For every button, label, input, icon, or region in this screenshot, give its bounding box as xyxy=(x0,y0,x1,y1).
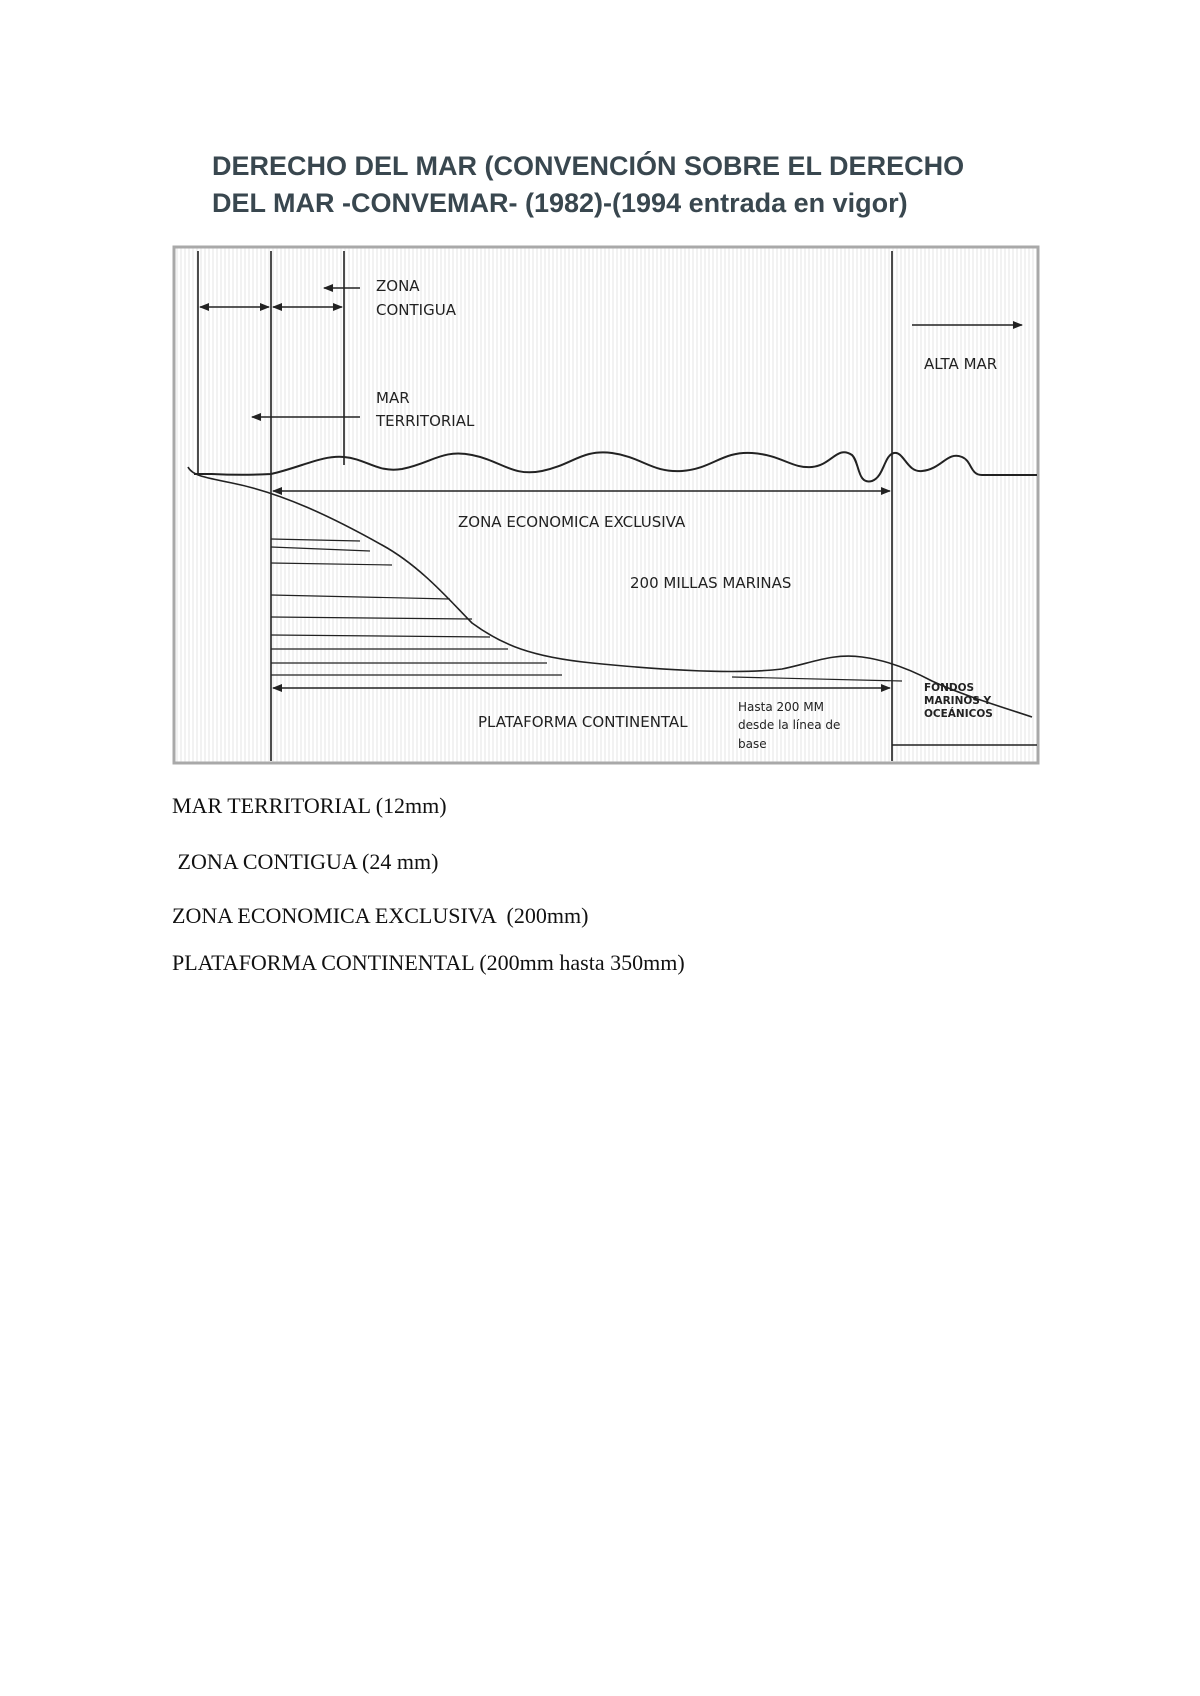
label-mar-territorial-1: MAR xyxy=(376,389,410,407)
label-alta-mar: ALTA MAR xyxy=(924,355,998,373)
title-line-1: DERECHO DEL MAR (CONVENCIÓN SOBRE EL DERECHO xyxy=(212,151,965,181)
legend-item-territorial-sea: MAR TERRITORIAL (12mm) xyxy=(172,793,447,818)
label-fondos-2: MARINOS Y xyxy=(924,695,992,707)
label-plataforma: PLATAFORMA CONTINENTAL xyxy=(478,713,688,731)
law-of-the-sea-diagram xyxy=(172,245,1040,765)
legend-item-continental-shelf: PLATAFORMA CONTINENTAL (200mm hasta 350mm) xyxy=(172,950,685,975)
label-hasta-1: Hasta 200 MM xyxy=(738,700,824,714)
label-zona-contigua-1: ZONA xyxy=(376,277,420,295)
label-fondos-3: OCEÁNICOS xyxy=(924,708,993,720)
label-zee: ZONA ECONOMICA EXCLUSIVA xyxy=(458,513,686,531)
label-mar-territorial-2: TERRITORIAL xyxy=(376,412,475,430)
label-hasta-2: desde la línea de xyxy=(738,718,841,732)
label-200-millas: 200 MILLAS MARINAS xyxy=(630,574,792,592)
label-zona-contigua-2: CONTIGUA xyxy=(376,301,456,319)
diagram-canvas xyxy=(172,245,1040,765)
legend-item-contiguous-zone: ZONA CONTIGUA (24 mm) xyxy=(172,849,439,874)
legend-item-eez: ZONA ECONOMICA EXCLUSIVA (200mm) xyxy=(172,903,589,928)
title-line-2: DEL MAR -CONVEMAR- (1982)-(1994 entrada en vigor) xyxy=(212,188,908,218)
label-fondos-1: FONDOS xyxy=(924,682,975,694)
label-hasta-3: base xyxy=(738,737,767,751)
page-title xyxy=(212,148,1112,222)
